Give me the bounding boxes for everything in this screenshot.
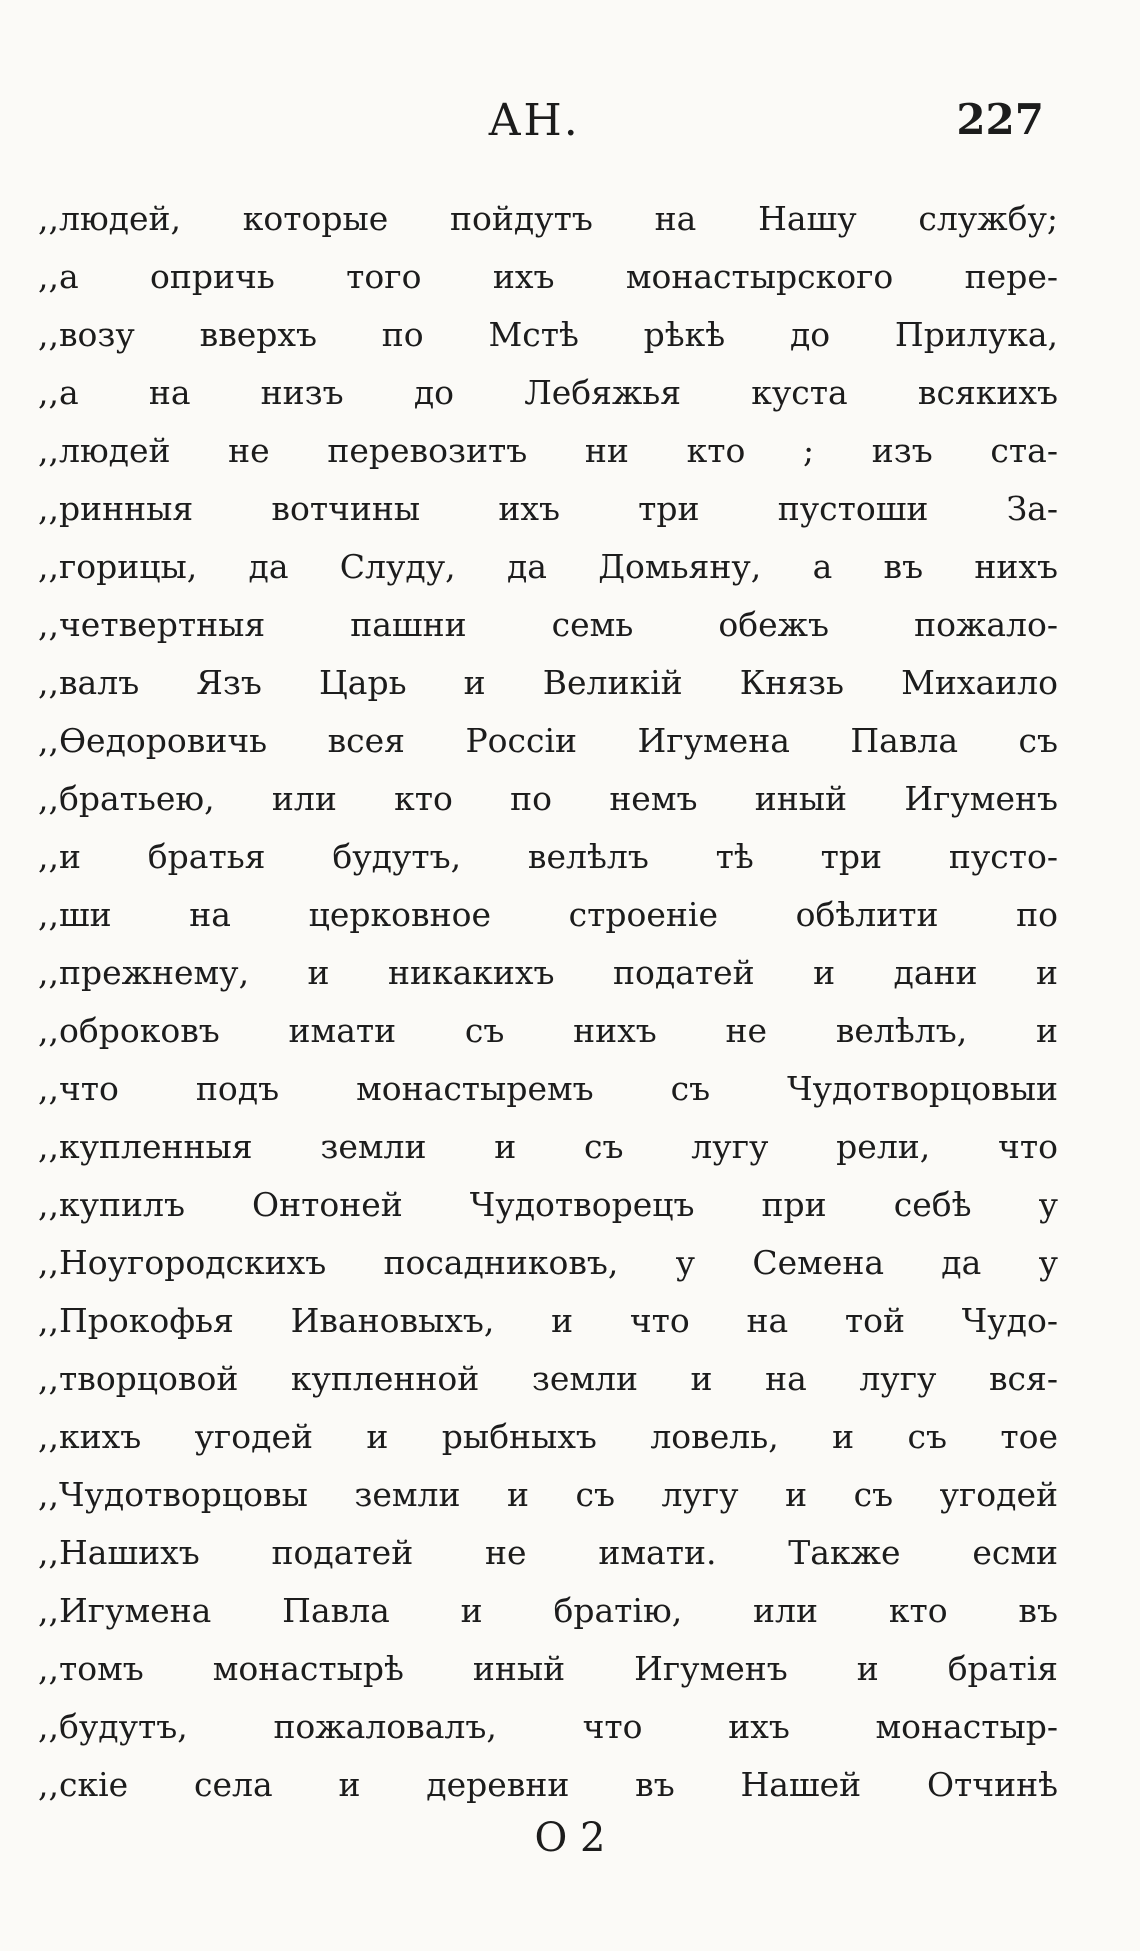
- body-text: [38, 190, 1058, 1814]
- text-line: ,,Чудотворцовы земли и съ лугу и съ угодей: [38, 1475, 1058, 1514]
- text-line: ,,купилъ Онтоней Чудотворецъ при себѣ у: [38, 1185, 1058, 1224]
- text-line: ,,валъ Язъ Царь и Великій Князь Михаило: [38, 663, 1058, 702]
- text-line: ,,что подъ монастыремъ съ Чудотворцовыи: [38, 1069, 1058, 1108]
- signature-mark: О 2: [534, 1815, 606, 1861]
- text-line: ,,ши на церковное строеніе обѣлити по: [38, 895, 1058, 934]
- text-line: ,,Нашихъ податей не имати. Также есми: [38, 1533, 1058, 1572]
- text-line: ,,Игумена Павла и братію, или кто въ: [38, 1591, 1058, 1630]
- page-header: [0, 95, 1140, 155]
- text-line: ,,а на низъ до Лебяжья куста всякихъ: [38, 373, 1058, 412]
- text-line: ,,возу вверхъ по Мстѣ рѣкѣ до Прилука,: [38, 315, 1058, 354]
- text-line: ,,четвертныя пашни семь обежъ пожало-: [38, 605, 1058, 644]
- page-number: 227: [956, 95, 1044, 144]
- text-line: ,,ринныя вотчины ихъ три пустоши За-: [38, 489, 1058, 528]
- text-line: ,,томъ монастырѣ иный Игуменъ и братія: [38, 1649, 1058, 1688]
- text-line: ,,горицы, да Слуду, да Домьяну, а въ нихъ: [38, 547, 1058, 586]
- text-line: ,,и братья будутъ, велѣлъ тѣ три пусто-: [38, 837, 1058, 876]
- text-line: ,,Ноугородскихъ посадниковъ, у Семена да у: [38, 1243, 1058, 1282]
- text-line: ,,будутъ, пожаловалъ, что ихъ монастыр-: [38, 1707, 1058, 1746]
- text-line: ,,оброковъ имати съ нихъ не велѣлъ, и: [38, 1011, 1058, 1050]
- text-line: ,,скіе села и деревни въ Нашей Отчинѣ: [38, 1765, 1058, 1804]
- running-head: АН.: [488, 95, 580, 146]
- text-line: ,,прежнему, и никакихъ податей и дани и: [38, 953, 1058, 992]
- text-line: ,,Ѳедоровичь всея Россіи Игумена Павла съ: [38, 721, 1058, 760]
- text-line: ,,а опричь того ихъ монастырского пере-: [38, 257, 1058, 296]
- text-line: ,,братьею, или кто по немъ иный Игуменъ: [38, 779, 1058, 818]
- text-line: ,,людей не перевозитъ ни кто ; изъ ста-: [38, 431, 1058, 470]
- text-line: ,,кихъ угодей и рыбныхъ ловель, и съ тое: [38, 1417, 1058, 1456]
- text-line: ,,купленныя земли и съ лугу рели, что: [38, 1127, 1058, 1166]
- text-line: ,,Прокофья Ивановыхъ, и что на той Чудо-: [38, 1301, 1058, 1340]
- text-line: ,,творцовой купленной земли и на лугу вся-: [38, 1359, 1058, 1398]
- text-line: ,,людей, которые пойдутъ на Нашу службу;: [38, 199, 1058, 238]
